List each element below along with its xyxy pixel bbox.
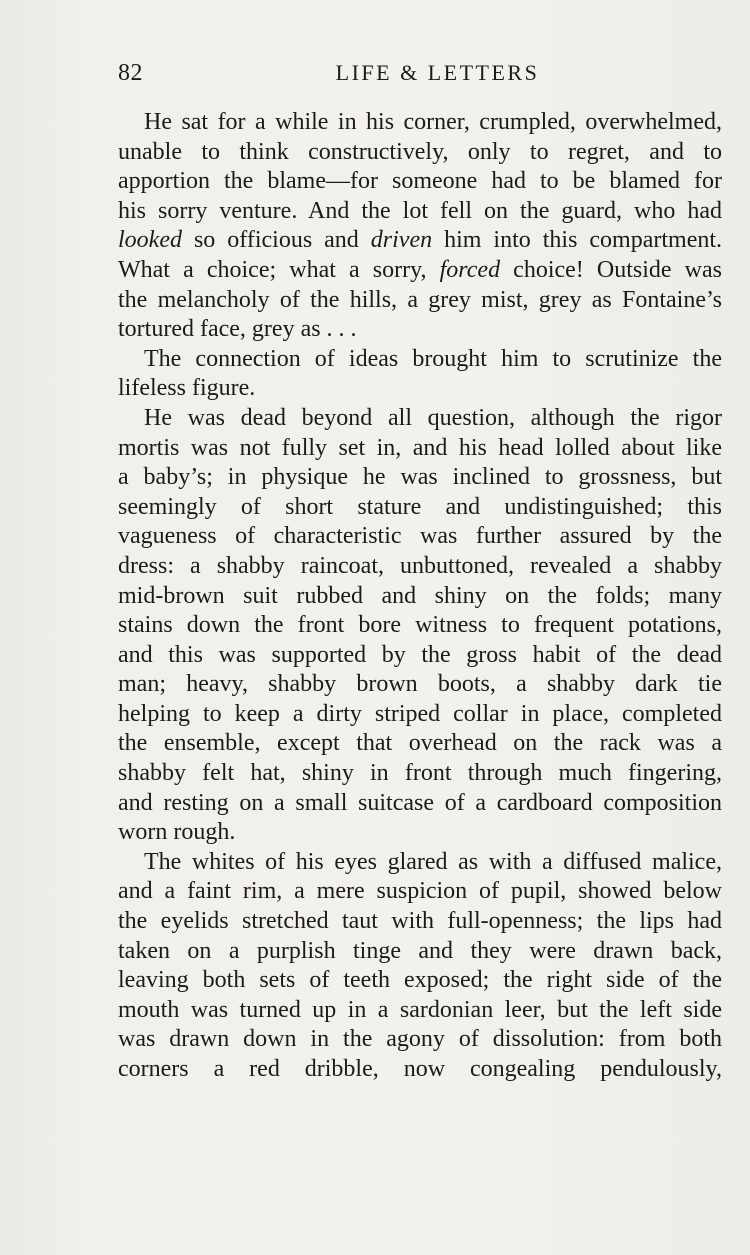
paragraph bbox=[118, 848, 722, 1085]
text-line bbox=[118, 611, 722, 641]
text-run: vagueness of characteristic was further assured by the bbox=[118, 523, 722, 550]
text-run: helping to keep a dirty striped collar in place, completed bbox=[118, 700, 722, 727]
text-line bbox=[118, 197, 722, 227]
page-number: 82 bbox=[118, 60, 143, 86]
running-head: LIFE & LETTERS bbox=[335, 60, 540, 85]
body-text bbox=[118, 108, 722, 1085]
text-run: tortured face, grey as . . . bbox=[118, 316, 357, 343]
text-line bbox=[118, 729, 722, 759]
text-run: and resting on a small suitcase of a cardboard composition bbox=[118, 789, 722, 816]
text-run: The connection of ideas brought him to scrutinize the bbox=[144, 345, 722, 372]
text-run: choice! Outside was bbox=[500, 256, 722, 283]
paragraph bbox=[118, 108, 722, 345]
text-line bbox=[118, 493, 722, 523]
text-run: so officious and bbox=[181, 227, 371, 254]
text-run: worn rough. bbox=[118, 819, 236, 846]
text-line bbox=[118, 1025, 722, 1055]
text-run: his sorry venture. And the lot fell on the guard, who had bbox=[118, 197, 722, 224]
paragraph bbox=[118, 404, 722, 848]
text-run: What a choice; what a sorry, bbox=[118, 256, 440, 283]
text-line bbox=[118, 996, 722, 1026]
text-line bbox=[118, 404, 722, 434]
text-run: the melancholy of the hills, a grey mist, grey as Fontaine’s bbox=[118, 286, 722, 313]
text-line bbox=[118, 345, 722, 375]
text-line bbox=[118, 463, 722, 493]
text-line bbox=[118, 1055, 722, 1085]
text-line bbox=[118, 315, 722, 345]
text-run: unable to think constructively, only to regret, and to bbox=[118, 138, 722, 165]
text-line bbox=[118, 818, 722, 848]
text-run: him into this compartment. bbox=[432, 227, 723, 254]
text-line bbox=[118, 552, 722, 582]
text-run: seemingly of short stature and undistinguished; this bbox=[118, 493, 722, 520]
text-run: He was dead beyond all question, although the rigor bbox=[144, 404, 722, 431]
text-run: stains down the front bore witness to frequent potations, bbox=[118, 612, 722, 639]
text-run: shabby felt hat, shiny in front through much fingering, bbox=[118, 760, 722, 787]
text-line bbox=[118, 877, 722, 907]
text-run: leaving both sets of teeth exposed; the right side of the bbox=[118, 967, 722, 994]
text-run: corners a red dribble, now congealing pendulously, bbox=[118, 1056, 722, 1082]
text-line bbox=[118, 522, 722, 552]
text-line bbox=[118, 138, 722, 168]
italic-text: looked bbox=[118, 227, 182, 254]
text-run: The whites of his eyes glared as with a diffused malice, bbox=[144, 848, 722, 875]
text-run: the eyelids stretched taut with full-openness; the lips had bbox=[118, 908, 722, 935]
paragraph bbox=[118, 345, 722, 404]
text-line bbox=[118, 759, 722, 789]
italic-text: forced bbox=[439, 256, 501, 283]
text-line bbox=[118, 966, 722, 996]
text-line bbox=[118, 582, 722, 612]
text-run: was drawn down in the agony of dissolution: from both bbox=[118, 1026, 722, 1053]
text-line bbox=[118, 167, 722, 197]
text-run: dress: a shabby raincoat, unbuttoned, revealed a shabby bbox=[118, 552, 722, 579]
text-run: man; heavy, shabby brown boots, a shabby dark tie bbox=[118, 671, 722, 698]
italic-text: driven bbox=[370, 227, 433, 254]
text-line bbox=[118, 937, 722, 967]
text-run: and a faint rim, a mere suspicion of pupil, showed below bbox=[118, 878, 722, 905]
text-run: mortis was not fully set in, and his head lolled about like bbox=[118, 434, 722, 461]
text-line bbox=[118, 789, 722, 819]
text-line bbox=[118, 848, 722, 878]
text-run: mouth was turned up in a sardonian leer, but the left side bbox=[118, 996, 722, 1023]
text-line bbox=[118, 434, 722, 464]
text-line bbox=[118, 256, 722, 286]
text-line bbox=[118, 907, 722, 937]
text-line bbox=[118, 641, 722, 671]
text-run: apportion the blame—for someone had to be blamed for bbox=[118, 168, 722, 195]
page-header bbox=[118, 60, 721, 94]
text-run: a baby’s; in physique he was inclined to grossness, but bbox=[118, 464, 722, 491]
text-line bbox=[118, 670, 722, 700]
text-line bbox=[118, 700, 722, 730]
text-line bbox=[118, 374, 722, 404]
text-line bbox=[118, 108, 722, 138]
text-run: He sat for a while in his corner, crumpled, overwhelmed, bbox=[144, 109, 722, 135]
text-run: the ensemble, except that overhead on the rack was a bbox=[118, 730, 722, 757]
text-run: and this was supported by the gross habit of the dead bbox=[118, 641, 722, 668]
text-run: mid-brown suit rubbed and shiny on the folds; many bbox=[118, 582, 722, 609]
text-run: lifeless figure. bbox=[118, 375, 256, 402]
text-line bbox=[118, 286, 722, 316]
text-line bbox=[118, 226, 722, 256]
text-run: taken on a purplish tinge and they were drawn back, bbox=[118, 937, 722, 964]
